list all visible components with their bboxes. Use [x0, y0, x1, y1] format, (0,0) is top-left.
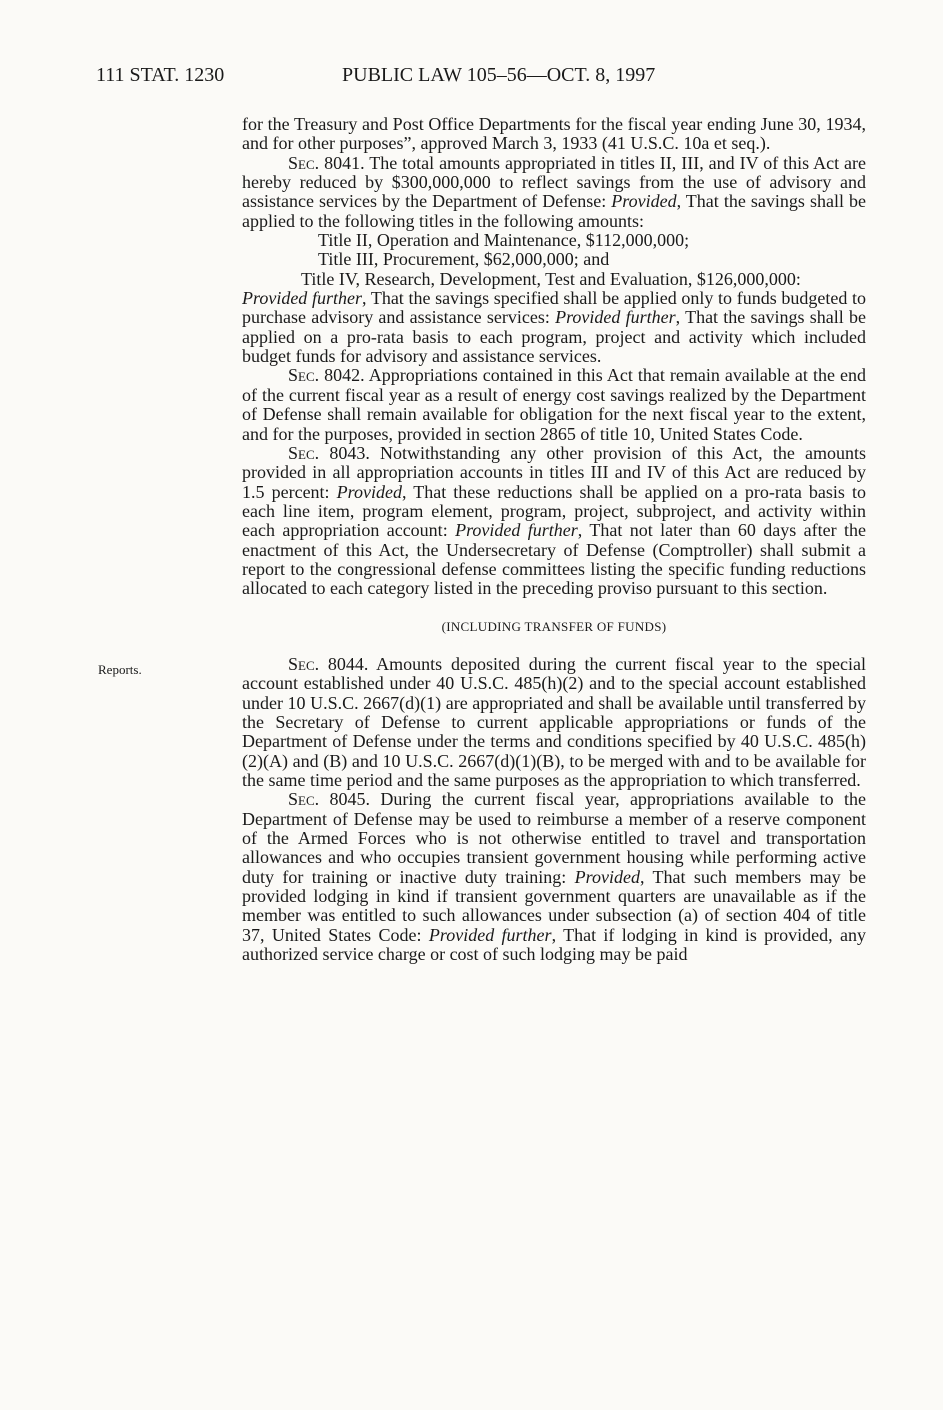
margin-note-reports: Reports. — [98, 662, 142, 677]
sec-8041-label: Sec. 8041. — [288, 152, 365, 173]
sec-8043-paragraph: Sec. 8043. Notwithstanding any other provision of this Act, the amounts provided in all appropriation accounts in titles III and IV of this Act are reduced by 1.5 percent: Provided, That these reductions shall be applied on a pro-rata basis to each line item, program element, program, project, subproject, and activity within each appropriation account: Provided further, That not later than 60 days after the enactment of this Act, the Undersecretary of Defense (Comptroller) shall submit a report to the congressional defense committees listing the specific funding reductions allocated to each category listed in the preceding proviso pursuant to this section. — [242, 442, 867, 599]
sec-8044-paragraph: Sec. 8044. Amounts deposited during the current fiscal year to the special account established under 40 U.S.C. 485(h)(2) and to the special account established under 10 U.S.C. 2667(d)(1) are appropriated and shall be available until transferred by the Secretary of Defense to current applicable appropriations or funds of the Department of Defense under the terms and conditions specified by 40 U.S.C. 485(h)(2)(A) and (B) and 10 U.S.C. 2667(d)(1)(B), to be merged with and to be available for the same time period and the same purposes as the appropriation to which transferred. — [242, 653, 867, 790]
intro-continuation: for the Treasury and Post Office Departments for the fiscal year ending June 30, 1934, and for other purposes”, approved March 3, 1933 (41 U.S.C. 10a et seq.). — [242, 114, 866, 154]
public-law-title: PUBLIC LAW 105–56—OCT. 8, 1997 — [342, 64, 656, 86]
sec-8045-label: Sec. 8045. — [288, 789, 370, 810]
sec-8044-label: Sec. 8044. — [288, 653, 369, 674]
sec-8041-provisos: Provided further, That the savings specified shall be applied only to funds budgeted to purchase advisory and assistance services: Provided further, That the savings shall be applied on a pro-rata basis to each program, project and activity which included budget funds for advisory and assistance services. — [242, 288, 866, 367]
page-header — [96, 64, 856, 94]
proviso: Provided — [611, 191, 677, 212]
sec-8045-paragraph: Sec. 8045. During the current fiscal year, appropriations available to the Department of Defense may be used to reimburse a member of a reserve component of the Armed Forces who is not otherwise entitled to travel and transportation allowances and who occupies transient government housing while performing active duty for training or inactive duty training: Provided, That such members may be provided lodging in kind if transient government quarters are unavailable as if the member was entitled to such allowances under subsection (a) of section 404 of title 37, United States Code: Provided further, That if lodging in kind is provided, any authorized service charge or cost of such lodging may be paid — [242, 789, 867, 965]
sec-8042-paragraph: Sec. 8042. Appropriations contained in this Act that remain available at the end of the current fiscal year as a result of energy cost savings realized by the Department of Defense shall remain available for obligation for the next fiscal year to the extent, and for the purposes, provided in section 2865 of title 10, United States Code. — [242, 365, 866, 444]
stat-reference: 111 STAT. 1230 — [96, 64, 225, 86]
title-iii-amount: Title III, Procurement, $62,000,000; and — [318, 249, 610, 270]
title-ii-amount: Title II, Operation and Maintenance, $112,000,000; — [318, 230, 690, 251]
sec-8042-label: Sec. 8042. — [288, 365, 365, 386]
title-iv-amount: Title IV, Research, Development, Test and Evaluation, $126,000,000: — [301, 268, 801, 289]
sec-8043-label: Sec. 8043. — [288, 442, 370, 463]
document-body — [242, 115, 866, 964]
sec-8041-paragraph: Sec. 8041. The total amounts appropriated in titles II, III, and IV of this Act are hereby reduced by $300,000,000 to reflect savings from the use of advisory and assistance services by the Department of Defense: Provided, That the savings shall be applied to the following titles in the following amounts: — [242, 152, 867, 231]
section-heading: (INCLUDING TRANSFER OF FUNDS) — [441, 618, 667, 634]
